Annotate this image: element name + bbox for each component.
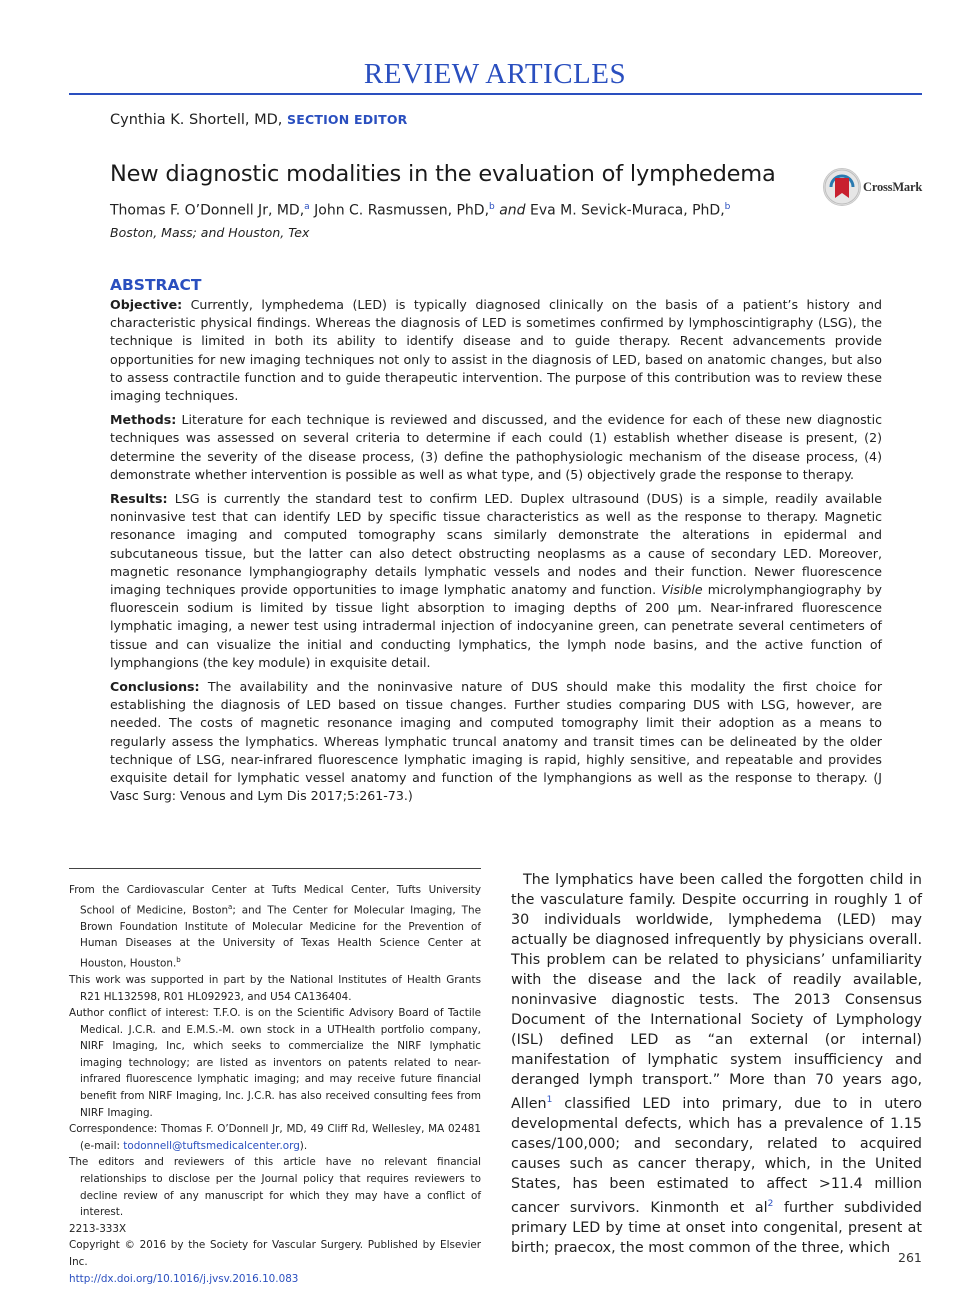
abstract-objective — [110, 296, 882, 405]
body-paragraph — [511, 870, 922, 1258]
author-conjunction: and — [499, 202, 526, 219]
crossmark-icon — [823, 168, 861, 206]
article-title: New diagnostic modalities in the evaluation of lymphedema — [110, 161, 776, 187]
abstract-results — [110, 490, 882, 672]
results-text: LSG is currently the standard test to confirm LED. Duplex ultrasound (DUS) is a simple, readily available noninvasive test that can identify LED by specific tissue characteristics as well as the response to therapy. Magnetic resonance imaging and computed tomography scans similarly demonstrate the alterations in epidermal and subcutaneous tissue, but the latter can also detect obstructing neoplasms as a cause of secondary LED. Moreover, magnetic resonance lymphangiography details lymphatic vessels and nodes and their function. Newer fluorescence imaging techniques provide opportunities to image lymphatic anatomy and function. — [110, 491, 882, 598]
author-name: Eva M. Sevick-Muraca, PhD, — [529, 202, 725, 219]
section-header: REVIEW ARTICLES — [363, 58, 627, 90]
author-affiliation-marker[interactable]: a — [304, 202, 310, 212]
editor-name: Cynthia K. Shortell, MD, — [110, 112, 283, 128]
footnote-funding: This work was supported in part by the National Institutes of Health Grants R21 HL132598, R01 HL092923, and U54 CA136404. — [69, 973, 481, 1003]
body-column-right — [511, 870, 922, 1258]
footnote-text: From the Cardiovascular Center at Tufts Medical Center, Tufts University School of Medicine, Boston — [69, 884, 481, 917]
header-rule — [69, 93, 922, 95]
footnote-doi — [69, 1271, 481, 1288]
author-affiliation-marker[interactable]: b — [489, 202, 495, 212]
footnote-marker: b — [176, 955, 181, 964]
objective-text: Currently, lymphedema (LED) is typically diagnosed clinically on the basis of a patient’s history and characteristic physical findings. Whereas the diagnosis of LED is sometimes confirmed by lymphoscintigraphy (LSG), the technique is limited in both its ability to identify disease and to guide therapy. Recent advancements provide opportunities for new imaging techniques not only to assist in the diagnosis of LED, based on anatomic changes, but also to assess contractile function and to guide therapeutic intervention. The purpose of this contribution was to review these imaging techniques. — [110, 297, 882, 404]
footnote-editors: The editors and reviewers of this article have no relevant financial relationships to disclose per the Journal policy that requires reviewers to decline review of any manuscript for which they may have a conflict of interest. — [69, 1156, 481, 1219]
results-italic: Visible — [661, 582, 703, 598]
footnote-rule — [69, 868, 481, 869]
reference-link[interactable]: 2 — [767, 1198, 774, 1209]
footnote-conflict: Author conflict of interest: T.F.O. is on the Scientific Advisory Board of Tactile Medical. J.C.R. and E.M.S.-M. own stock in a UTHealth portfolio company, NIRF Imaging, Inc, which seeks to commercialize the NIRF lymphatic imaging technology; are listed as inventors on patents related to near-infrared fluorescence lymphatic imaging; and may receive future financial benefit from NIRF Imaging, Inc. J.C.R. has also received consulting fees from NIRF Imaging. — [69, 1007, 481, 1119]
correspondence-email-link[interactable]: todonnell@tuftsmedicalcenter.org — [123, 1139, 300, 1152]
objective-label: Objective: — [110, 297, 183, 312]
footnote-text: ). — [299, 1139, 308, 1152]
body-text: classified LED into primary, due to in utero developmental defects, which has a prevalence of 1.15 cases/100,000; and secondary, related to acquired causes such as cancer therapy, which, in the United States, has been estimated to affect >11.4 million cancer survivors. Kinmonth et al — [511, 1095, 922, 1216]
affiliation-location: Boston, Mass; and Houston, Tex — [110, 225, 310, 240]
author-name: Thomas F. O’Donnell Jr, MD, — [110, 202, 305, 219]
methods-text: Literature for each technique is reviewed and discussed, and the evidence for each of these new diagnostic techniques was assessed on several criteria to determine if each could (1) establish whether disease is present, (2) determine the severity of the disease process, (3) define the pathophysiologic mechanism of the disease process, (4) demonstrate whether intervention is possible as well as what type, and (5) objectively grade the response to therapy. — [110, 412, 882, 482]
abstract-conclusions — [110, 678, 882, 805]
footnote-copyright: Copyright © 2016 by the Society for Vascular Surgery. Published by Elsevier Inc. — [69, 1239, 481, 1268]
abstract-body — [110, 296, 882, 811]
body-text: further subdivided primary LED by time at onset into congenital, present at birth; praecox, the most common of the three, which — [511, 1199, 922, 1256]
footnote-affiliations — [69, 882, 481, 972]
footnote-marker: a — [228, 902, 233, 911]
abstract-heading: ABSTRACT — [110, 276, 202, 294]
body-text: The lymphatics have been called the forgotten child in the vasculature family. Despite occurring in roughly 1 of 30 individuals worldwide, lymphedema (LED) may actually be diagnosed infrequently by physicians overall. This problem can be related to physicians’ unfamiliarity with the disease and the lack of readily available, noninvasive diagnostic tests. The 2013 Consensus Document of the International Society of Lymphology (ISL) defined LED as “an external (or internal) manifestation of lymphatic system insufficiency and deranged lymph transport.” More than 70 years ago, Allen — [511, 872, 922, 1112]
conclusions-label: Conclusions: — [110, 679, 200, 695]
author-affiliation-marker[interactable]: b — [724, 202, 731, 212]
footnote-text: ; and The Center for Molecular Imaging, The Brown Foundation Institute of Molecular Medicine for the Prevention of Human Diseases at the University of Texas Health Science Center at Houston, Houston. — [80, 904, 481, 970]
author-list — [110, 202, 730, 219]
reference-link[interactable]: 1 — [546, 1095, 553, 1105]
doi-link[interactable]: http://dx.doi.org/10.1016/j.jvsv.2016.10.083 — [69, 1272, 299, 1285]
results-text-continued: microlymphangiography by fluorescein sodium is limited by tissue light absorption to imaging depths of 200 μm. Near-infrared fluorescence lymphatic imaging, a newer test using intradermal injection of indocyanine green, can penetrate several centimeters of tissue and can visualize the initial and conducting lymphatics, the lymph node basins, and the active function of lymphangions (the key module) in exquisite detail. — [110, 582, 882, 670]
crossmark-badge[interactable] — [823, 168, 933, 206]
page-number: 261 — [898, 1250, 922, 1265]
section-editor — [110, 112, 408, 128]
methods-label: Methods: — [110, 412, 177, 428]
conclusions-text: The availability and the noninvasive nature of DUS should make this modality the first choice for establishing the diagnosis of LED based on tissue changes. Further studies comparing DUS with LSG, however, are needed. The costs of magnetic resonance imaging and computed tomography limit their adoption as a means to regularly assess the lymphatics. Whereas lymphatic truncal anatomy and transit times can be delineated by the older technique of LSG, near-infrared fluorescence lymphatic imaging is rapid, highly sensitive, and repeatable and provides exquisite detail for lymphatic vessel anatomy and function of the lymphangions as well as the response to therapy. (J Vasc Surg: Venous and Lym Dis 2017;5:261-73.) — [110, 679, 882, 804]
abstract-methods — [110, 411, 882, 484]
author-name: John C. Rasmussen, PhD, — [314, 202, 490, 219]
footnote-correspondence — [69, 1121, 481, 1154]
footnote-issn: 2213-333X — [69, 1222, 127, 1235]
crossmark-label: CrossMark — [863, 179, 923, 194]
footnotes — [69, 882, 481, 1287]
footnote-text: Correspondence: Thomas F. O’Donnell Jr, MD, 49 Cliff Rd, Wellesley, MA 02481 (e-mail: — [69, 1123, 481, 1152]
editor-role: SECTION EDITOR — [287, 112, 408, 127]
results-label: Results: — [110, 491, 168, 507]
